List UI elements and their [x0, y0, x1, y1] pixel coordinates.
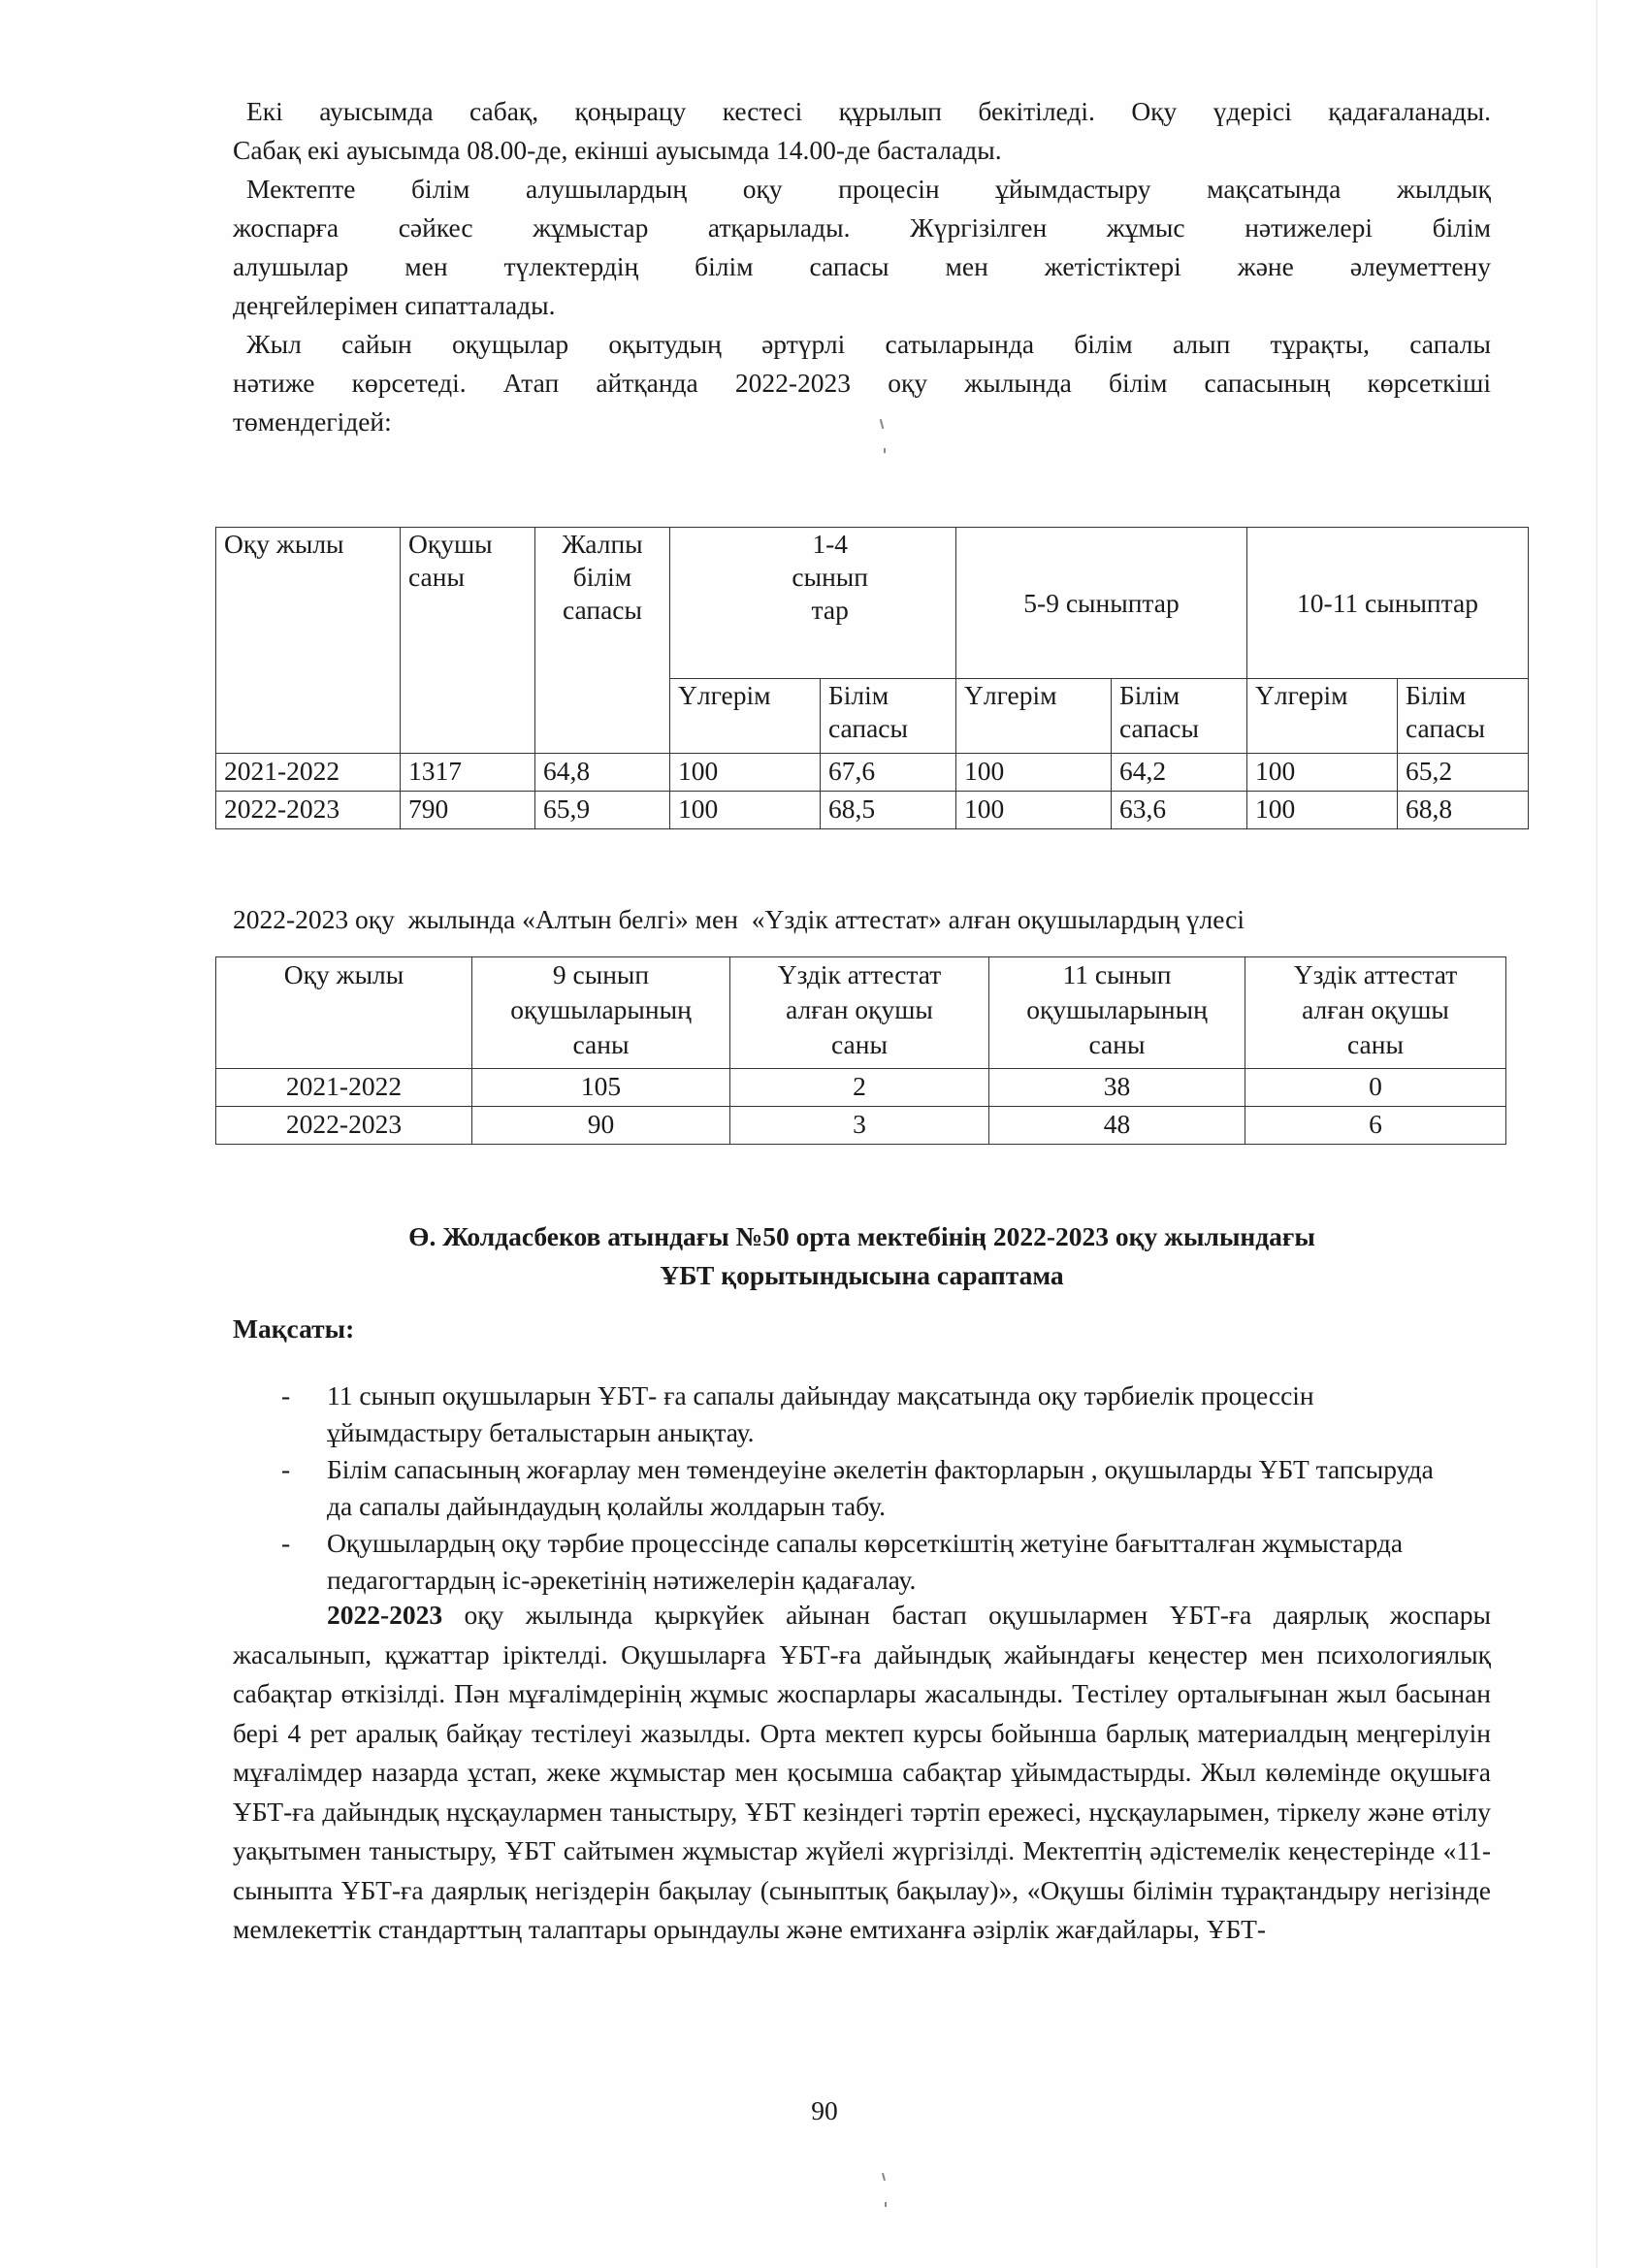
intro-section — [233, 92, 1491, 441]
cell-g10-11-progress: 100 — [1247, 754, 1398, 792]
table-row — [216, 1069, 1506, 1107]
section-heading — [233, 1217, 1491, 1295]
header-overall-quality: Жалпы білім сапасы — [535, 528, 670, 754]
subheader-progress: Үлгерім — [956, 679, 1112, 754]
cell-year: 2022-2023 — [216, 792, 401, 829]
header-students: Оқушы саны — [401, 528, 535, 754]
list-item: - 11 сынып оқушыларын ҰБТ- ға сапалы дайындау мақсатында оқу тәрбиелік процессін ұйымдастыру беталыстарын анықтау. — [233, 1377, 1491, 1451]
table-header-row — [216, 957, 1506, 1069]
body-paragraph: 2022-2023 оқу жылында қыркүйек айынан бастап оқушылармен ҰБТ-ға даярлық жоспары жасалынып, құжаттар іріктелді. Оқушыларға ҰБТ-ға дайындық жайындағы кеңестер мен психологиялық сабақтар өткізілді. Пән мұғалімдерінің жұмыс жоспарлары жасалынды. Тестілеу орталығынан жыл басынан бері 4 рет аралық байқау тестілеуі жазылды. Орта мектеп курсы бойынша барлық материалдың меңгерілуін мұғалімдер назарда ұстап, жеке жұмыстар мен қосымша сабақтар ұйымдастырды. Жыл көлемінде оқушыға ҰБТ-ға дайындық нұсқаулармен таныстыру, ҰБТ кезіндегі тәртіп ережесі, нұсқауларымен, тіркелу және өтілу уақытымен таныстыру, ҰБТ сайтымен жұмыстар жүйелі жүргізілді. Мектептің әдістемелік кеңестерінде «11-сыныпта ҰБТ-ға даярлық негіздерін бақылау (сыныптық бақылау)», «Оқушы білімін тұрақтандыру негізінде мемлекеттік стандарттың талаптары орындаулы және емтиханға әзірлік жағдайлары, ҰБТ- — [233, 1600, 1491, 1944]
text-line: Сабақ екі ауысымда 08.00-де, екінші ауысымда 14.00-де басталады. — [233, 135, 1002, 165]
dash-bullet-icon: - — [281, 1454, 291, 1484]
text-line: төмендегідей: — [233, 406, 392, 437]
bold-year: 2022-2023 — [327, 1600, 443, 1630]
text-line: Жыл сайын оқущылар оқытудың әртүрлі сатыларында білім алып тұрақты, сапалы — [246, 329, 1491, 359]
subheader-quality: Білім сапасы — [1112, 679, 1247, 754]
text-line: Мектепте білім алушылардың оқу процесін ұйымдастыру мақсатында жылдық — [246, 174, 1491, 204]
goals-list — [233, 1377, 1491, 1599]
table2-caption: 2022-2023 оқу жылында «Алтын белгі» мен «Үздік аттестат» алған оқушылардың үлесі — [233, 904, 1245, 934]
text-line: алушылар мен түлектердің білім сапасы мен жетістіктері және әлеуметтену — [233, 251, 1491, 281]
cell-g1-4-quality: 68,5 — [821, 792, 956, 829]
cell-students: 790 — [401, 792, 535, 829]
intro-paragraph-2 — [233, 170, 1491, 325]
cell-g5-9-progress: 100 — [956, 792, 1112, 829]
goals-title: Мақсаты: — [233, 1313, 355, 1344]
header-grade11-honors: Үздік аттестат алған оқушы саны — [1245, 957, 1506, 1069]
heading-line: ҰБТ қорытындысына сараптама — [660, 1260, 1064, 1290]
header-year: Оқу жылы — [216, 528, 401, 754]
table-header-row — [216, 528, 1529, 679]
cell-g10-11-quality: 65,2 — [1398, 754, 1529, 792]
text-line: деңгейлерімен сипатталады. — [233, 290, 556, 320]
text-line: Екі ауысымда сабақ, қоңырацу кестесі құрылып бекітіледі. Оқу үдерісі қадағаланады. — [246, 96, 1491, 126]
cell-students: 1317 — [401, 754, 535, 792]
cell-year: 2021-2022 — [216, 754, 401, 792]
subheader-progress: Үлгерім — [670, 679, 821, 754]
header-grade9-honors: Үздік аттестат алған оқушы саны — [730, 957, 989, 1069]
cell-year: 2022-2023 — [216, 1107, 472, 1145]
scan-artifact — [882, 2173, 886, 2181]
intro-paragraph-1 — [233, 92, 1491, 170]
cell-grade9-honors: 3 — [730, 1107, 989, 1145]
table-row — [216, 792, 1529, 829]
list-item: - Білім сапасының жоғарлау мен төмендеуіне әкелетін факторларын , оқушыларды ҰБТ тапсыруда да сапалы дайындаудың қолайлы жолдарын табу. — [233, 1451, 1491, 1525]
cell-overall-quality: 65,9 — [535, 792, 670, 829]
intro-paragraph-3 — [233, 325, 1491, 441]
cell-grade11-honors: 0 — [1245, 1069, 1506, 1107]
cell-g1-4-progress: 100 — [670, 792, 821, 829]
page-number: 90 — [811, 2095, 838, 2125]
cell-g1-4-quality: 67,6 — [821, 754, 956, 792]
scan-artifact — [885, 2202, 887, 2207]
cell-grade9-honors: 2 — [730, 1069, 989, 1107]
header-year: Оқу жылы — [216, 957, 472, 1069]
scan-artifact — [884, 448, 886, 453]
header-grade11-students: 11 сынып оқушыларының саны — [989, 957, 1245, 1069]
heading-line: Ө. Жолдасбеков атындағы №50 орта мектебінің 2022-2023 оқу жылындағы — [408, 1221, 1315, 1251]
header-grades-5-9: 5-9 сыныптар — [956, 528, 1247, 679]
cell-grade11-students: 38 — [989, 1069, 1245, 1107]
text-line: жоспарға сәйкес жұмыстар атқарылады. Жүргізілген жұмыс нәтижелері білім — [233, 212, 1491, 243]
cell-g5-9-progress: 100 — [956, 754, 1112, 792]
cell-grade11-students: 48 — [989, 1107, 1245, 1145]
subheader-quality: Білім сапасы — [821, 679, 956, 754]
dash-bullet-icon: - — [281, 1380, 291, 1410]
quality-table — [215, 527, 1529, 829]
table-row — [216, 754, 1529, 792]
cell-g1-4-progress: 100 — [670, 754, 821, 792]
list-item: - Оқушылардың оқу тәрбие процессінде сапалы көрсеткіштің жетуіне бағытталған жұмыстарда педагогтардың іс-әрекетінің нәтижелерін қадағалау. — [233, 1525, 1491, 1599]
cell-grade9-students: 105 — [472, 1069, 730, 1107]
cell-g5-9-quality: 63,6 — [1112, 792, 1247, 829]
cell-grade9-students: 90 — [472, 1107, 730, 1145]
header-grades-10-11: 10-11 сыныптар — [1247, 528, 1529, 679]
subheader-quality: Білім сапасы — [1398, 679, 1529, 754]
cell-g10-11-quality: 68,8 — [1398, 792, 1529, 829]
header-grades-1-4: 1-4 сынып тар — [670, 528, 956, 679]
cell-g10-11-progress: 100 — [1247, 792, 1398, 829]
honors-table — [215, 956, 1506, 1145]
analysis-body — [233, 1596, 1491, 1950]
cell-grade11-honors: 6 — [1245, 1107, 1506, 1145]
header-grade9-students: 9 сынып оқушыларының саны — [472, 957, 730, 1069]
text-line: нәтиже көрсетеді. Атап айтқанда 2022-2023 оқу жылында білім сапасының көрсеткіші — [233, 368, 1491, 398]
scan-edge-line — [1596, 0, 1598, 2268]
subheader-progress: Үлгерім — [1247, 679, 1398, 754]
dash-bullet-icon: - — [281, 1528, 291, 1558]
cell-overall-quality: 64,8 — [535, 754, 670, 792]
table-row — [216, 1107, 1506, 1145]
cell-year: 2021-2022 — [216, 1069, 472, 1107]
cell-g5-9-quality: 64,2 — [1112, 754, 1247, 792]
